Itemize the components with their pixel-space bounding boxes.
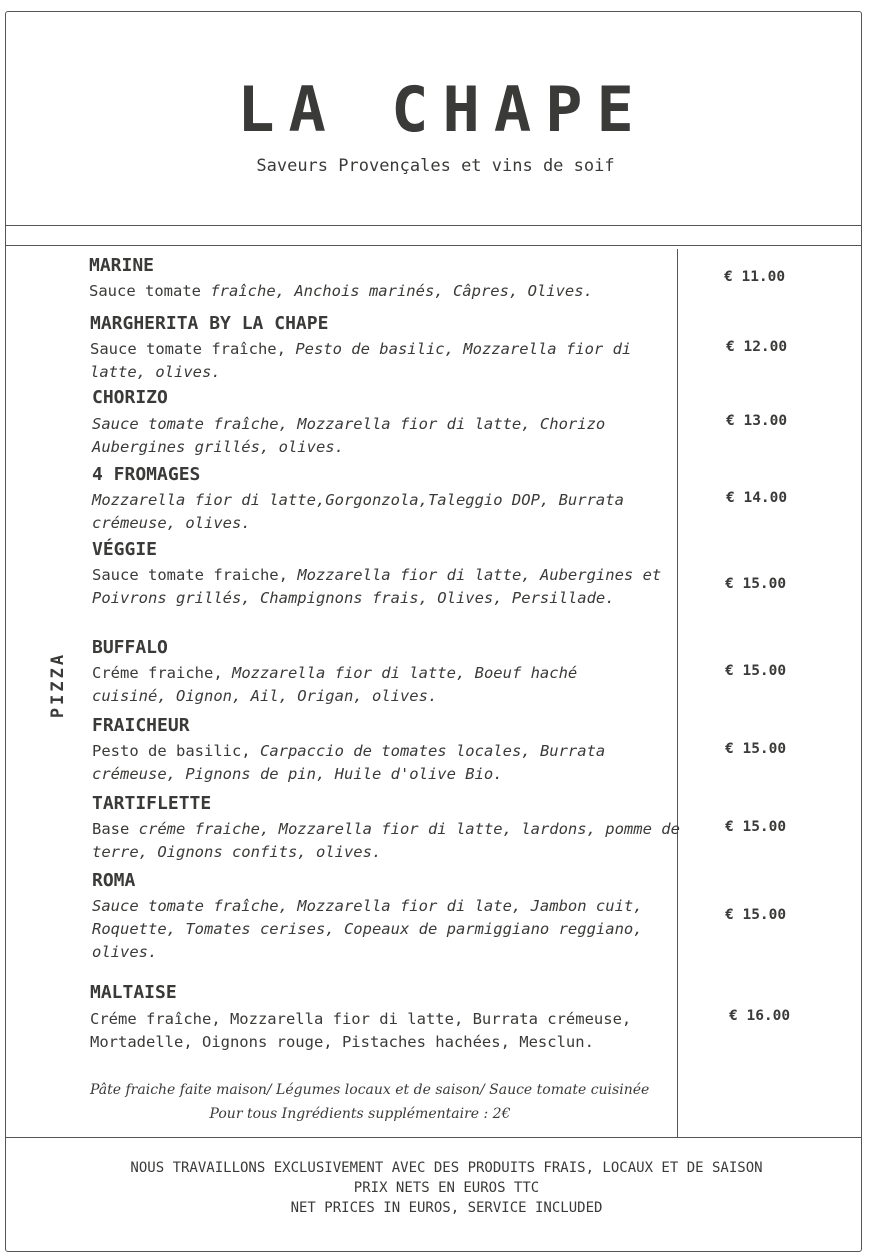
item-price: € 15.00: [725, 576, 787, 592]
item-name: MARGHERITA BY LA CHAPE: [90, 313, 329, 334]
item-description: Créme fraiche, Mozzarella fior di latte, Boeuf haché cuisiné, Oignon, Ail, Origan, olives.: [92, 664, 578, 705]
item-description: Sauce tomate fraîche, Mozzarella fior di latte, Chorizo Aubergines grillés, olives.: [92, 415, 606, 456]
item-description: Sauce tomate fraîche, Anchois marinés, Câpres, Olives.: [89, 282, 593, 300]
item-name: FRAICHEUR: [92, 715, 190, 736]
menu-frame: [5, 11, 862, 1252]
item-name: MARINE: [89, 255, 155, 276]
item-price: € 13.00: [726, 413, 788, 429]
item-description: Créme fraîche, Mozzarella fior di latte, Burrata crémeuse, Mortadelle, Oignons rouge, Pistaches hachées, Mesclun.: [90, 1010, 632, 1051]
footer-prices-en: NET PRICES IN EUROS, SERVICE INCLUDED: [290, 1200, 603, 1216]
item-name: VÉGGIE: [92, 539, 158, 560]
item-name: MALTAISE: [90, 982, 177, 1003]
tagline: Saveurs Provençales et vins de soif: [256, 156, 615, 176]
item-price: € 12.00: [726, 339, 788, 355]
item-description: Sauce tomate fraîche, Pesto de basilic, Mozzarella fior di latte, olives.: [90, 340, 632, 381]
item-description: Base créme fraiche, Mozzarella fior di latte, lardons, pomme de terre, Oignons confits, olives.: [92, 820, 680, 861]
item-price: € 15.00: [725, 907, 787, 923]
item-description: Sauce tomate fraîche, Mozzarella fior di late, Jambon cuit, Roquette, Tomates cerises, Copeaux de parmiggiano reggiano, olives.: [92, 897, 643, 961]
restaurant-name: LA CHAPE: [237, 73, 648, 146]
divider-bottom: [5, 1137, 862, 1138]
item-price: € 15.00: [725, 663, 787, 679]
item-price: € 16.00: [729, 1008, 791, 1024]
item-price: € 11.00: [724, 269, 786, 285]
section-label-pizza: PIZZA: [48, 651, 68, 719]
footer-prices-fr: PRIX NETS EN EUROS TTC: [353, 1180, 540, 1196]
item-name: 4 FROMAGES: [92, 464, 201, 485]
note-extra-ingredients: Pour tous Ingrédients supplémentaire : 2€: [209, 1106, 511, 1122]
item-price: € 15.00: [725, 741, 787, 757]
item-name: CHORIZO: [92, 387, 168, 408]
divider-top: [5, 225, 862, 226]
item-name: BUFFALO: [92, 637, 168, 658]
divider-top-2: [5, 245, 862, 246]
item-description: Pesto de basilic, Carpaccio de tomates locales, Burrata crémeuse, Pignons de pin, Huile d'olive Bio.: [92, 742, 606, 783]
item-description: Mozzarella fior di latte,Gorgonzola,Taleggio DOP, Burrata crémeuse, olives.: [92, 491, 624, 532]
item-name: ROMA: [92, 870, 136, 891]
footer-fresh-products: NOUS TRAVAILLONS EXCLUSIVEMENT AVEC DES PRODUITS FRAIS, LOCAUX ET DE SAISON: [130, 1160, 763, 1176]
item-name: TARTIFLETTE: [92, 793, 212, 814]
item-description: Sauce tomate fraiche, Mozzarella fior di latte, Aubergines et Poivrons grillés, Champignons frais, Olives, Persillade.: [92, 566, 662, 607]
item-price: € 15.00: [725, 819, 787, 835]
item-price: € 14.00: [726, 490, 788, 506]
note-house-made: Pâte fraiche faite maison/ Légumes locaux et de saison/ Sauce tomate cuisinée: [90, 1082, 650, 1098]
